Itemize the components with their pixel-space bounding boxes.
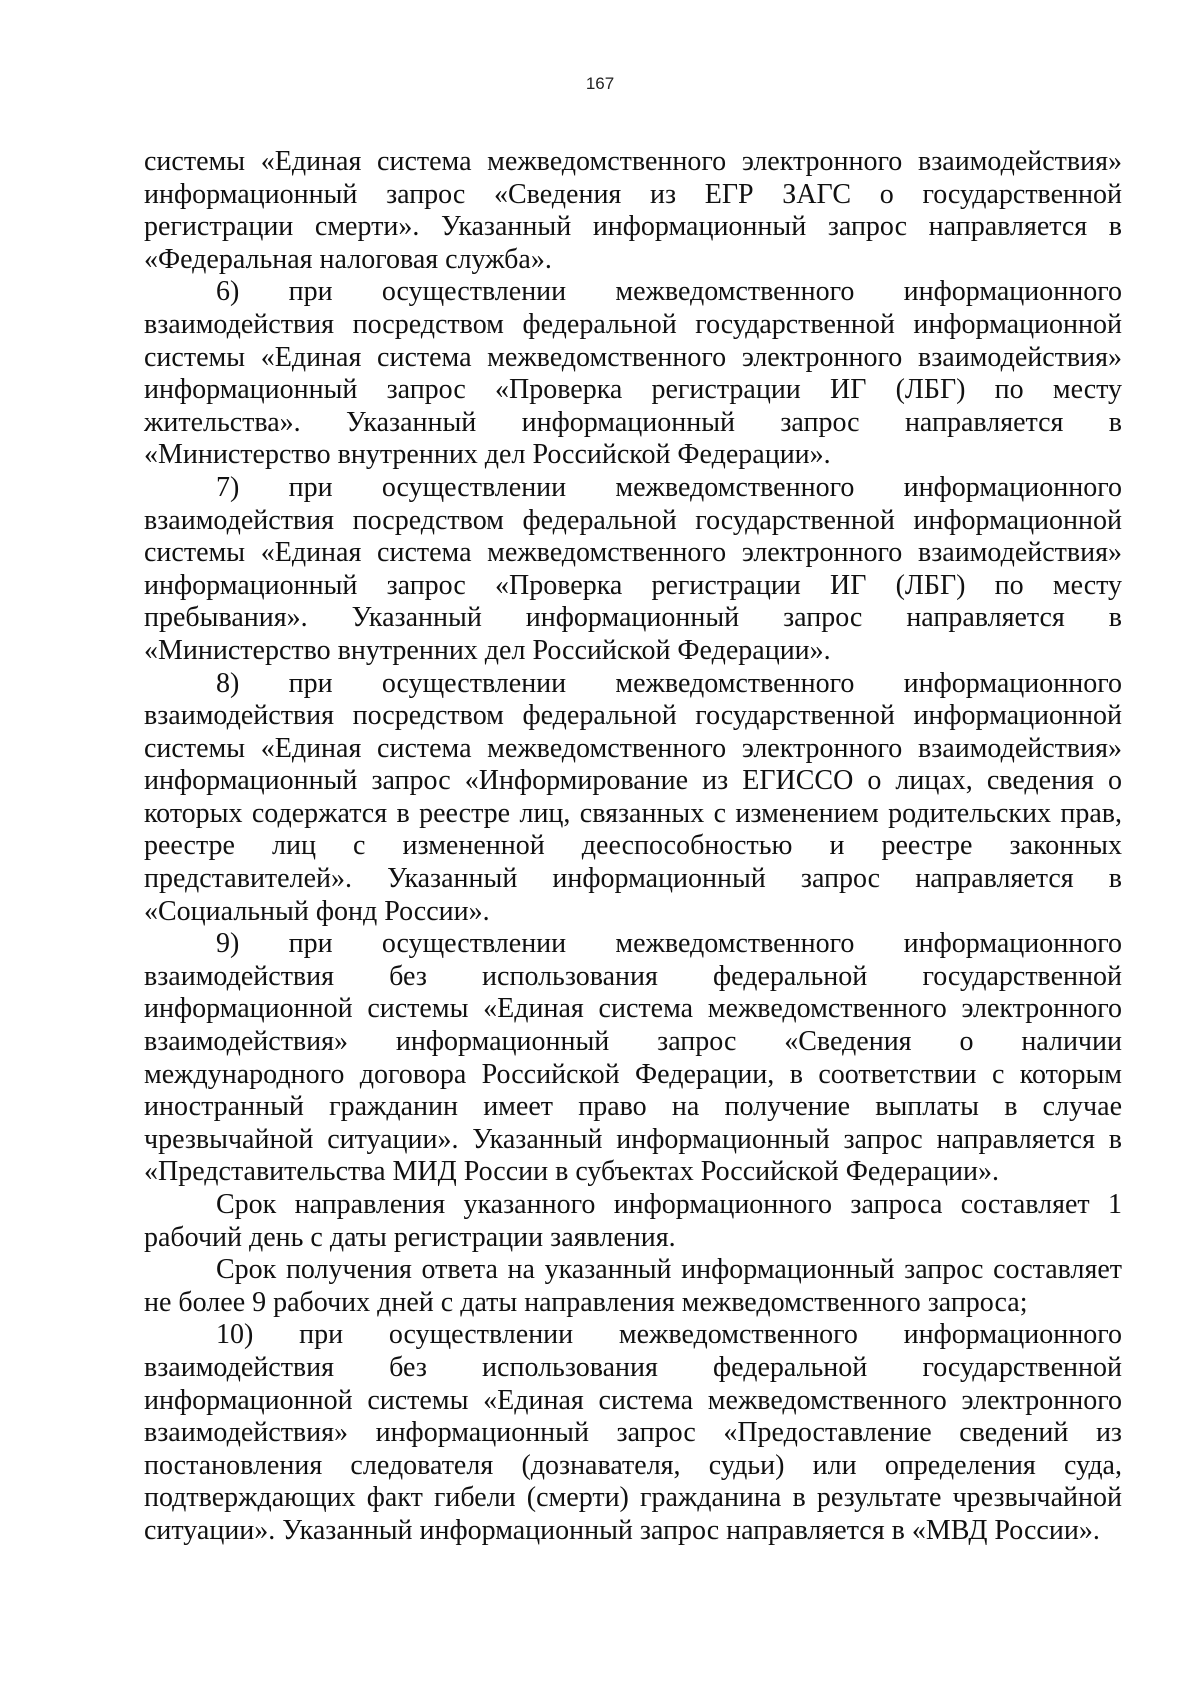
paragraph-continuation: системы «Единая система межведомственного электронного взаимодействия» информационный запрос «Сведения из ЕГР ЗАГС о государственной регистрации смерти». Указанный информационный запрос направляется в «Федеральная налоговая служба». <box>144 146 1122 275</box>
paragraph-item-9: 9) при осуществлении межведомственного информационного взаимодействия без использования федеральной государственной информационной системы «Единая система межведомственного электронного взаимодействия» информационный запрос «Сведения о наличии международного договора Российской Федерации, в соответствии с которым иностранный гражданин имеет право на получение выплаты в случае чрезвычайной ситуации». Указанный информационный запрос направляется в «Представительства МИД России в субъектах Российской Федерации». <box>144 928 1122 1188</box>
document-body <box>144 146 1122 1548</box>
paragraph-item-7: 7) при осуществлении межведомственного информационного взаимодействия посредством федеральной государственной информационной системы «Единая система межведомственного электронного взаимодействия» информационный запрос «Проверка регистрации ИГ (ЛБГ) по месту пребывания». Указанный информационный запрос направляется в «Министерство внутренних дел Российской Федерации». <box>144 471 1122 666</box>
paragraph-response-deadline: Срок получения ответа на указанный информационный запрос составляет не более 9 рабочих дней с даты направления межведомственного запроса; <box>144 1254 1122 1318</box>
paragraph-item-8: 8) при осуществлении межведомственного информационного взаимодействия посредством федеральной государственной информационной системы «Единая система межведомственного электронного взаимодействия» информационный запрос «Информирование из ЕГИССО о лицах, сведения о которых содержатся в реестре лиц, связанных с изменением родительских прав, реестре лиц с измененной дееспособностью и реестре законных представителей». Указанный информационный запрос направляется в «Социальный фонд России». <box>144 667 1122 927</box>
paragraph-item-10: 10) при осуществлении межведомственного информационного взаимодействия без использования федеральной государственной информационной системы «Единая система межведомственного электронного взаимодействия» информационный запрос «Предоставление сведений из постановления следователя (дознавателя, судьи) или определения суда, подтверждающих факт гибели (смерти) гражданина в результате чрезвычайной ситуации». Указанный информационный запрос направляется в «МВД России». <box>144 1319 1122 1546</box>
paragraph-item-6: 6) при осуществлении межведомственного информационного взаимодействия посредством федеральной государственной информационной системы «Единая система межведомственного электронного взаимодействия» информационный запрос «Проверка регистрации ИГ (ЛБГ) по месту жительства». Указанный информационный запрос направляется в «Министерство внутренних дел Российской Федерации». <box>144 276 1122 471</box>
page-number: 167 <box>585 74 615 93</box>
paragraph-request-deadline: Срок направления указанного информационного запроса составляет 1 рабочий день с даты регистрации заявления. <box>144 1189 1122 1253</box>
